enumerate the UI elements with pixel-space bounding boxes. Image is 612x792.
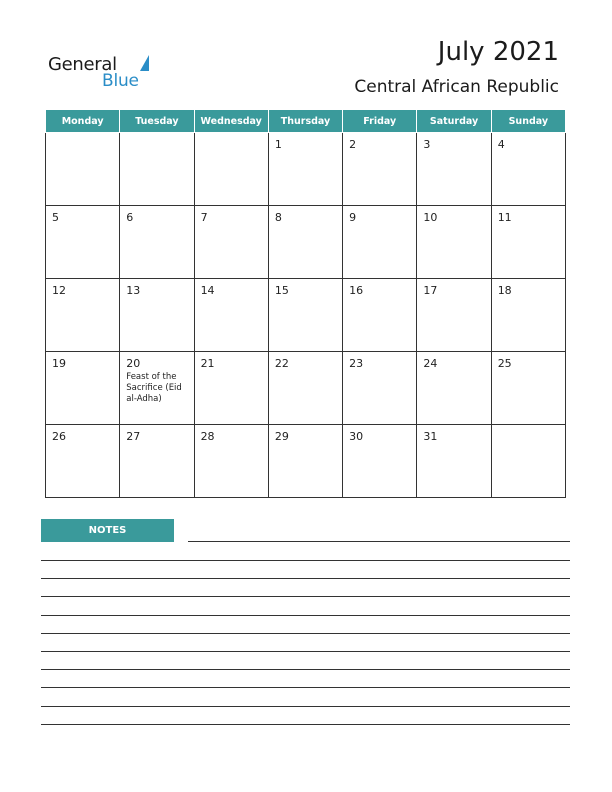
calendar-week-row bbox=[46, 133, 566, 206]
calendar-day-cell bbox=[491, 425, 565, 498]
day-number: 30 bbox=[349, 430, 364, 443]
calendar-day-cell bbox=[343, 206, 417, 279]
day-number: 26 bbox=[52, 430, 66, 443]
calendar-day-cell bbox=[194, 206, 268, 279]
day-number: 24 bbox=[423, 357, 438, 370]
day-number: 2 bbox=[349, 138, 357, 151]
calendar-day-cell bbox=[417, 206, 491, 279]
day-number: 18 bbox=[497, 284, 512, 297]
calendar-day-cell bbox=[46, 425, 120, 498]
calendar-day-cell bbox=[343, 279, 417, 352]
calendar-day-cell bbox=[46, 133, 120, 206]
calendar-day-cell bbox=[120, 425, 194, 498]
calendar-day-cell bbox=[491, 279, 565, 352]
calendar-day-cell bbox=[417, 352, 491, 425]
day-number: 17 bbox=[423, 284, 438, 297]
notes-line bbox=[41, 651, 570, 652]
calendar-day-cell bbox=[46, 352, 120, 425]
brand-triangle-icon bbox=[140, 55, 149, 71]
notes-line bbox=[41, 706, 570, 707]
page-title: July 2021 bbox=[437, 37, 559, 67]
calendar-day-cell bbox=[417, 425, 491, 498]
notes-label: NOTES bbox=[41, 519, 174, 542]
day-number: 13 bbox=[126, 284, 141, 297]
calendar-day-cell bbox=[120, 352, 194, 425]
weekday-header: Monday bbox=[46, 110, 120, 133]
day-number: 14 bbox=[200, 284, 215, 297]
notes-line bbox=[188, 541, 570, 542]
weekday-header: Sunday bbox=[491, 110, 565, 133]
day-number: 15 bbox=[274, 284, 289, 297]
calendar-day-cell bbox=[491, 352, 565, 425]
weekday-header: Thursday bbox=[268, 110, 342, 133]
day-number: 6 bbox=[126, 211, 134, 224]
calendar-day-cell bbox=[120, 206, 194, 279]
day-number: 1 bbox=[274, 138, 282, 151]
day-number: 8 bbox=[274, 211, 282, 224]
notes-line bbox=[41, 669, 570, 670]
day-number: 21 bbox=[200, 357, 215, 370]
calendar-day-cell bbox=[194, 279, 268, 352]
day-number: 9 bbox=[349, 211, 357, 224]
calendar-day-cell bbox=[120, 279, 194, 352]
weekday-header: Tuesday bbox=[120, 110, 194, 133]
calendar-day-cell bbox=[194, 352, 268, 425]
calendar-day-cell bbox=[417, 133, 491, 206]
day-number: 23 bbox=[349, 357, 364, 370]
calendar-day-cell bbox=[268, 352, 342, 425]
notes-line bbox=[41, 615, 570, 616]
calendar-day-cell bbox=[120, 133, 194, 206]
calendar-week-row bbox=[46, 352, 566, 425]
calendar-day-cell bbox=[268, 425, 342, 498]
calendar-day-cell bbox=[194, 133, 268, 206]
calendar-week-row bbox=[46, 425, 566, 498]
brand-word-general: General bbox=[48, 54, 117, 75]
weekday-header: Friday bbox=[343, 110, 417, 133]
weekday-header: Saturday bbox=[417, 110, 491, 133]
holiday-event: Feast of the Sacrifice (Eid al-Adha) bbox=[126, 372, 182, 404]
notes-line bbox=[41, 578, 570, 579]
day-number: 25 bbox=[497, 357, 512, 370]
day-number: 3 bbox=[423, 138, 431, 151]
day-number: 27 bbox=[126, 430, 141, 443]
brand-logo bbox=[48, 52, 158, 94]
brand-word-blue: Blue bbox=[102, 71, 139, 91]
day-number: 12 bbox=[52, 284, 66, 297]
day-number: 22 bbox=[274, 357, 289, 370]
weekday-header-row bbox=[46, 110, 566, 133]
day-number: 29 bbox=[274, 430, 289, 443]
day-number: 19 bbox=[52, 357, 66, 370]
calendar-day-cell bbox=[46, 279, 120, 352]
notes-line bbox=[41, 560, 570, 561]
day-number: 5 bbox=[52, 211, 59, 224]
day-number: 28 bbox=[200, 430, 215, 443]
day-number: 4 bbox=[497, 138, 505, 151]
calendar-day-cell bbox=[268, 133, 342, 206]
calendar-day-cell bbox=[268, 279, 342, 352]
weekday-header: Wednesday bbox=[194, 110, 268, 133]
day-number: 31 bbox=[423, 430, 438, 443]
notes-line bbox=[41, 596, 570, 597]
calendar-day-cell bbox=[343, 133, 417, 206]
calendar-day-cell bbox=[491, 133, 565, 206]
calendar-day-cell bbox=[343, 352, 417, 425]
calendar-day-cell bbox=[46, 206, 120, 279]
day-number: 7 bbox=[200, 211, 208, 224]
day-number: 16 bbox=[349, 284, 364, 297]
page-subtitle: Central African Republic bbox=[354, 77, 559, 97]
calendar-day-cell bbox=[343, 425, 417, 498]
notes-line bbox=[41, 687, 570, 688]
calendar-grid bbox=[45, 109, 566, 498]
calendar-week-row bbox=[46, 206, 566, 279]
calendar-day-cell bbox=[417, 279, 491, 352]
day-number: 10 bbox=[423, 211, 438, 224]
calendar-day-cell bbox=[491, 206, 565, 279]
day-number: 20 bbox=[126, 357, 141, 370]
calendar-day-cell bbox=[194, 425, 268, 498]
calendar-week-row bbox=[46, 279, 566, 352]
notes-line bbox=[41, 724, 570, 725]
calendar-day-cell bbox=[268, 206, 342, 279]
day-number: 11 bbox=[497, 211, 512, 224]
notes-line bbox=[41, 633, 570, 634]
calendar-body bbox=[46, 133, 566, 498]
